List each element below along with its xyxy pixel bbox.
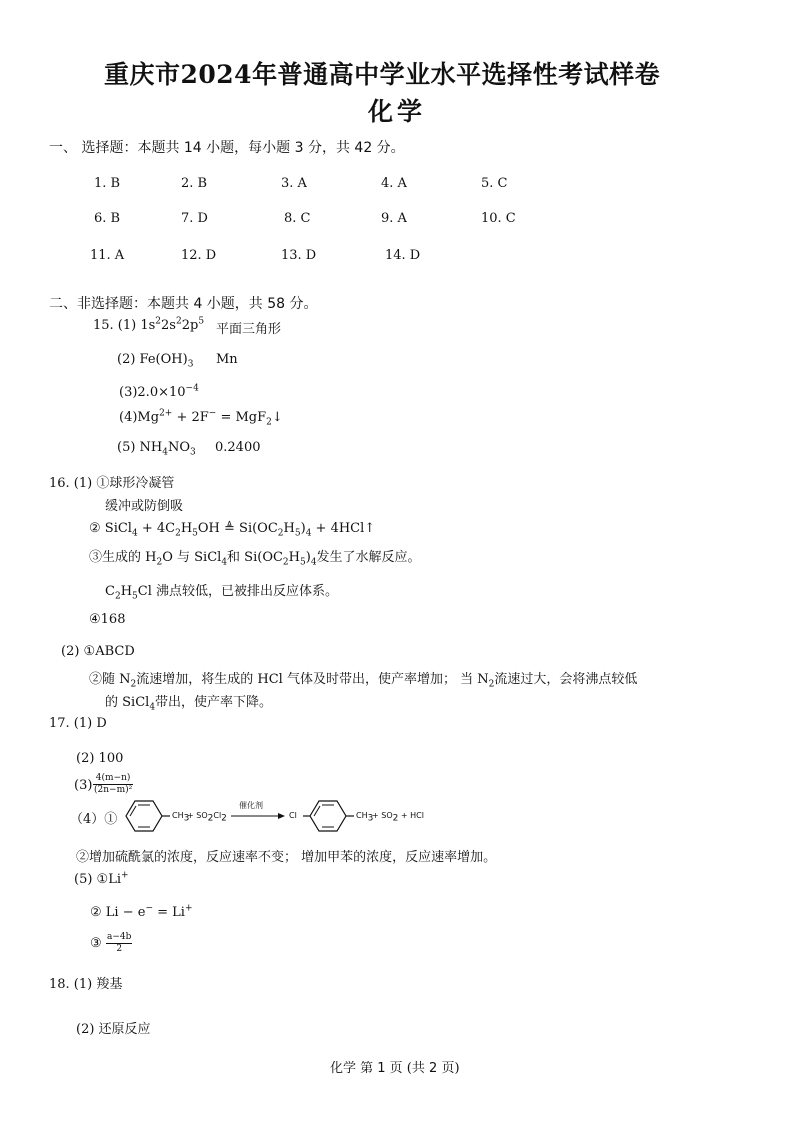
- answer-10: 10. C: [481, 211, 516, 226]
- q16-line7: (2) ①ABCD: [61, 644, 135, 659]
- q18-line2: (2) 还原反应: [76, 1022, 151, 1037]
- answer-13: 13. D: [281, 248, 317, 263]
- q16-line4: ③生成的 $H_2O$ 与 SiCl$_4$和 $Si(OC_2H_5)_4$发生了水解反应。: [89, 550, 421, 568]
- q18-line1: 18. (1) 羧基: [49, 977, 123, 992]
- q15-part5: (5) $NH_4NO_3$: [117, 440, 196, 458]
- q17-line3-label: (3): [74, 778, 93, 793]
- q15-part1-shape: 平面三角形: [216, 322, 282, 337]
- reaction-arrow: [231, 813, 285, 819]
- q17-line2: (2) 100: [76, 751, 124, 766]
- q16-line9: 的 SiCl$_4$带出，使产率下降。: [105, 695, 273, 713]
- q15-part1: 15. (1) $1s^22s^22p^5$: [93, 316, 205, 333]
- q16-equation: ② SiCl$_4$ + $4C_2H_5OH$ ≜ $Si(OC_2H_5)_4$ + 4HCl↑: [89, 521, 376, 539]
- toluene-ring: [126, 801, 170, 831]
- q17-line8-label: ③: [90, 936, 102, 951]
- q17-line3-fraction: $\frac{4(m-n)}{\text{(2n−m)²}}$: [94, 773, 133, 795]
- answer-9: 9. A: [381, 211, 407, 226]
- q15-part2-element: Mn: [216, 352, 238, 367]
- q16-line1: 16. (1) ①球形冷凝管: [49, 476, 175, 491]
- answer-4: 4. A: [381, 176, 407, 191]
- answer-8: 8. C: [284, 211, 311, 226]
- subject-title: 化学: [368, 97, 427, 126]
- chlorotoluene-ring: [303, 801, 354, 831]
- section-2-heading: 二、非选择题：本题共 4 小题，共 58 分。: [49, 296, 318, 312]
- page-title: 重庆市2024年普通高中学业水平选择性考试样卷: [104, 60, 661, 89]
- rx-ch3-label: $CH_3$: [172, 811, 190, 824]
- answer-3: 3. A: [281, 176, 307, 191]
- q16-line6: ④168: [89, 612, 126, 627]
- rx-products: + $SO_2$ + HCl: [372, 811, 424, 824]
- q15-part5-value: 0.2400: [215, 440, 261, 455]
- q16-line5: $C_2H_5Cl$ 沸点较低，已被排出反应体系。: [105, 584, 339, 602]
- answer-14: 14. D: [385, 248, 421, 263]
- rx-catalyst: 催化剂: [239, 801, 263, 810]
- answer-1: 1. B: [94, 176, 121, 191]
- q16-line2: 缓冲或防倒吸: [105, 499, 184, 514]
- q17-line8-fraction: $\frac{a-4b}{2}$: [107, 932, 132, 954]
- rx-cl-label: Cl: [289, 811, 297, 820]
- q17-line7: ② Li − e− = Li+: [90, 903, 193, 920]
- q15-part2: (2) $Fe(OH)_3$: [117, 352, 194, 370]
- answer-11: 11. A: [90, 248, 125, 263]
- q17-line5: ②增加硫酰氯的浓度，反应速率不变； 增加甲苯的浓度，反应速率增加。: [76, 850, 497, 865]
- answer-2: 2. B: [181, 176, 208, 191]
- rx-reagent: + $SO_2Cl_2$: [187, 811, 227, 824]
- q17-line1: 17. (1) D: [49, 716, 107, 731]
- answer-5: 5. C: [481, 176, 508, 191]
- page-footer: 化学 第 1 页 (共 2 页): [330, 1061, 460, 1076]
- q17-line6: (5) ①Li+: [74, 870, 129, 887]
- q15-part4-equation: $(4)Mg^{2+} + 2F^-$ = MgF$_2$↓: [119, 408, 283, 428]
- answer-12: 12. D: [181, 248, 217, 263]
- answer-7: 7. D: [181, 211, 208, 226]
- q15-part3: $(3)2.0\times 10^{-4}$: [119, 383, 199, 400]
- answer-6: 6. B: [94, 211, 121, 226]
- q16-line8: ②随 $N_2$流速增加，将生成的 HCl 气体及时带出，使产率增加； 当 $N_2$流速过大，会将沸点较低: [89, 672, 638, 690]
- section-1-heading: 一、 选择题：本题共 14 小题，每小题 3 分，共 42 分。: [49, 140, 405, 156]
- rx-ch3b-label: $CH_3$: [356, 811, 374, 824]
- q17-line4-label: （4）①: [70, 812, 118, 827]
